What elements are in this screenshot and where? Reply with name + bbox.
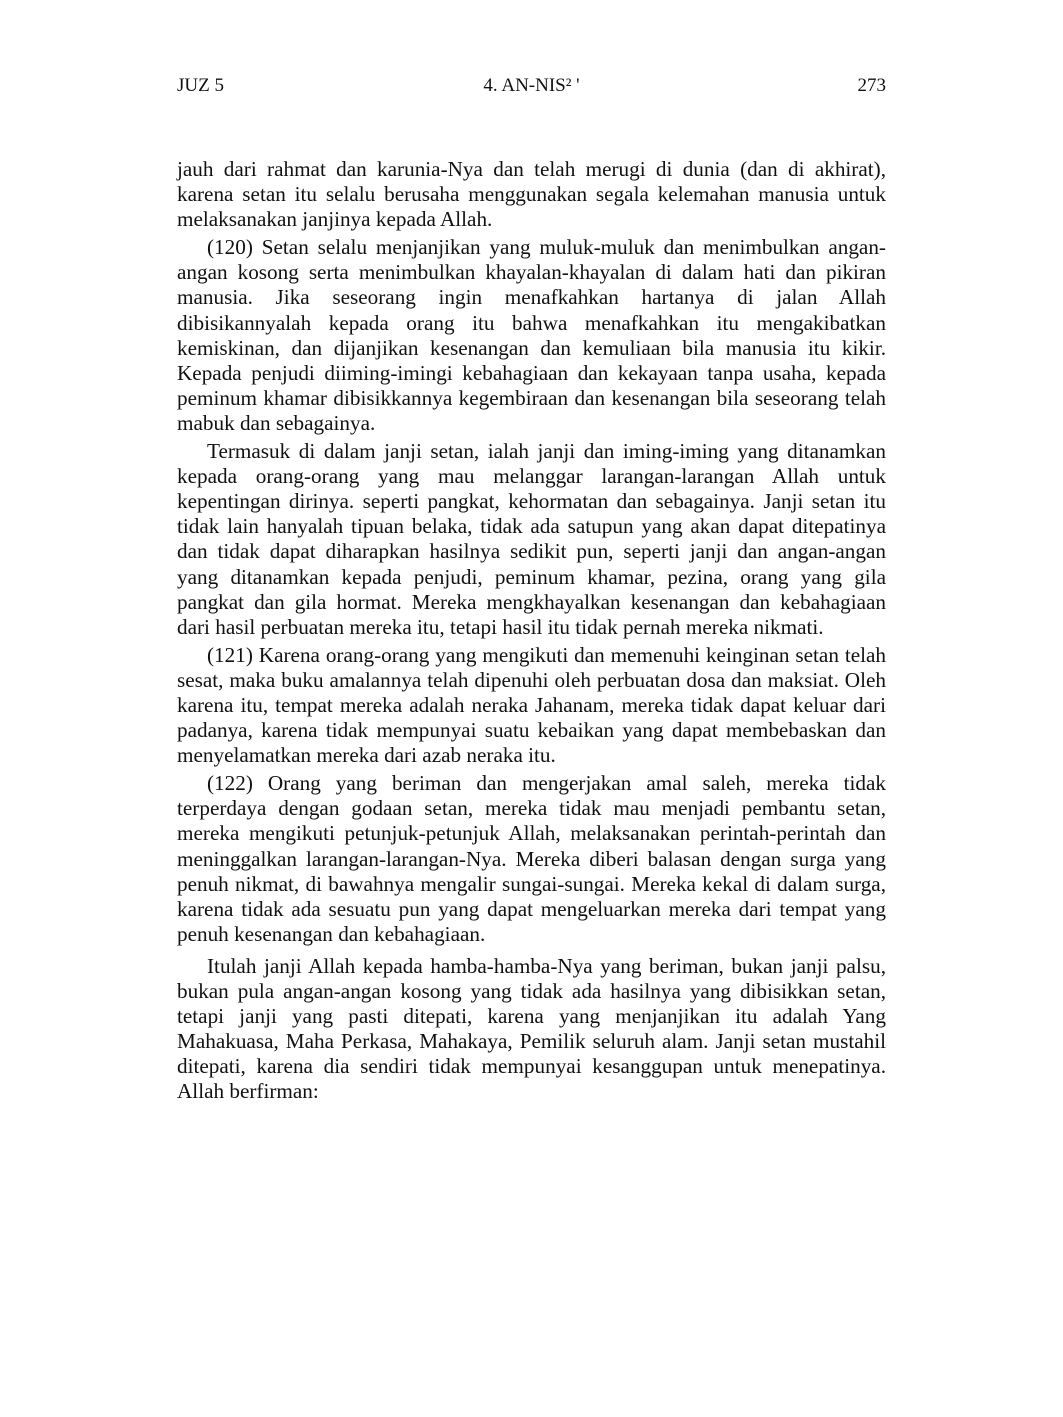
body-text (177, 157, 886, 1104)
page-number: 273 (857, 75, 886, 96)
paragraph-verse-120: (120) Setan selalu menjanjikan yang muluk-muluk dan menimbulkan angan-angan kosong serta menimbulkan khayalan-khayalan di dalam hati dan pikiran manusia. Jika seseorang ingin menafkahkan hartanya di jalan Allah dibisikannyalah kepada orang itu bahwa menafkahkan itu mengakibatkan kemiskinan, dan dijanjikan kesenangan dan kemuliaan bila manusia itu kikir. Kepada penjudi diiming-imingi kebahagiaan dan kekayaan tanpa usaha, kepada peminum khamar dibisikkannya kegembiraan dan kesenangan bila seseorang telah mabuk dan sebagainya. (177, 235, 886, 435)
paragraph-janji-allah: Itulah janji Allah kepada hamba-hamba-Nya yang beriman, bukan janji palsu, bukan pula angan-angan kosong yang tidak ada hasilnya yang dibisikkan setan, tetapi janji yang pasti ditepati, karena yang menjanjikan itu adalah Yang Mahakuasa, Maha Perkasa, Mahakaya, Pemilik seluruh alam. Janji setan mustahil ditepati, karena dia sendiri tidak mempunyai kesanggupan untuk menepatinya. Allah berfirman: (177, 953, 886, 1104)
paragraph-verse-122: (122) Orang yang beriman dan mengerjakan amal saleh, mereka tidak terperdaya dengan godaan setan, mereka tidak mau menjadi pembantu setan, mereka mengikuti petunjuk-petunjuk Allah, melaksanakan perintah-perintah dan meninggalkan larangan-larangan-Nya. Mereka diberi balasan dengan surga yang penuh nikmat, di bawahnya mengalir sungai-sungai. Mereka kekal di dalam surga, karena tidak ada sesuatu pun yang dapat mengeluarkan mereka dari tempat yang penuh kesenangan dan kebahagiaan. (177, 771, 886, 946)
paragraph-janji-setan: Termasuk di dalam janji setan, ialah janji dan iming-iming yang ditanamkan kepada orang-orang yang mau melanggar larangan-larangan Allah untuk kepentingan dirinya. seperti pangkat, kehormatan dan sebagainya. Janji setan itu tidak lain hanyalah tipuan belaka, tidak ada satupun yang akan dapat ditepatinya dan tidak dapat diharapkan hasilnya sedikit pun, seperti janji dan angan-angan yang ditanamkan kepada penjudi, peminum khamar, pezina, orang yang gila pangkat dan gila hormat. Mereka mengkhayalkan kesenangan dan kebahagiaan dari hasil perbuatan mereka itu, tetapi hasil itu tidak pernah mereka nikmati. (177, 439, 886, 639)
paragraph-continuation: jauh dari rahmat dan karunia-Nya dan telah merugi di dunia (dan di akhirat), karena setan itu selalu berusaha menggunakan segala kelemahan manusia untuk melaksanakan janjinya kepada Allah. (177, 157, 886, 232)
juz-label: JUZ 5 (177, 75, 224, 96)
page-header (177, 74, 886, 102)
surah-title: 4. AN-NIS² ' (483, 75, 580, 96)
paragraph-verse-121: (121) Karena orang-orang yang mengikuti dan memenuhi keinginan setan telah sesat, maka buku amalannya telah dipenuhi oleh perbuatan dosa dan maksiat. Oleh karena itu, tempat mereka adalah neraka Jahanam, mereka tidak dapat keluar dari padanya, karena tidak mempunyai suatu kebaikan yang dapat membebaskan dan menyelamatkan mereka dari azab neraka itu. (177, 642, 886, 768)
